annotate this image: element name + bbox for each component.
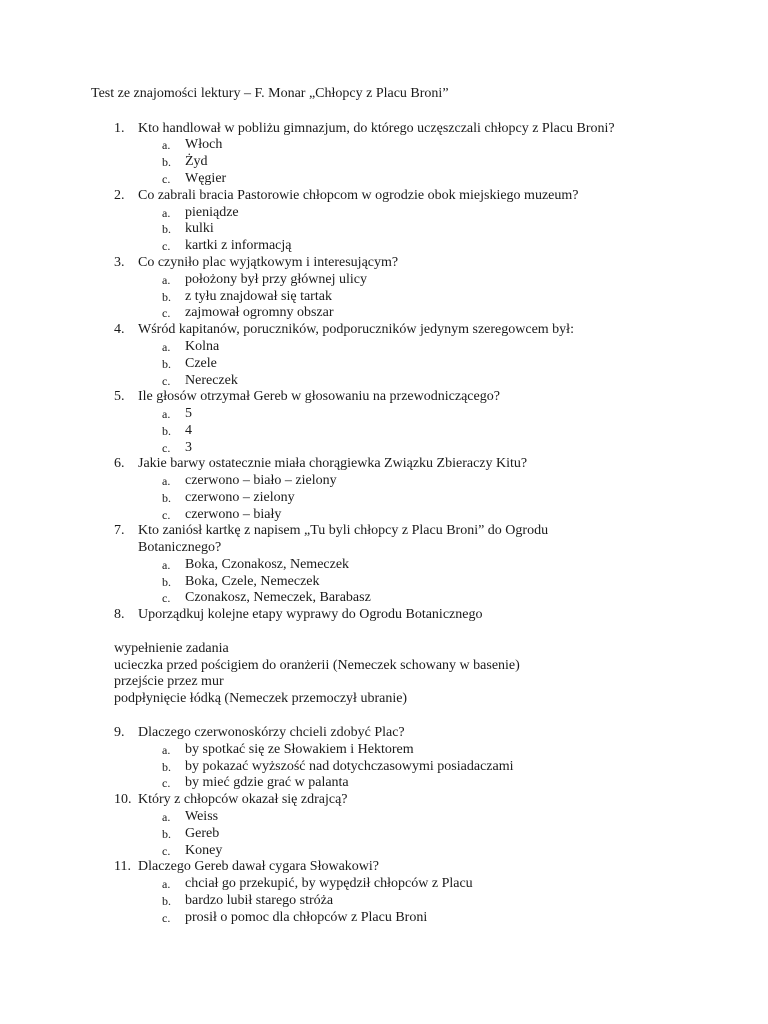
question-number: 3. — [114, 255, 125, 270]
question-text: Dlaczego Gereb dawał cygara Słowakowi? — [138, 859, 380, 874]
question-text: Kto zaniósł kartkę z napisem „Tu byli chłopcy z Placu Broni” do Ogrodu — [138, 523, 549, 538]
answer-letter: a. — [162, 558, 171, 572]
question-text: Co zabrali bracia Pastorowie chłopcom w ogrodzie obok miejskiego muzeum? — [138, 188, 579, 203]
answer-letter: b. — [162, 424, 171, 438]
answer-text: położony był przy głównej ulicy — [185, 272, 367, 287]
answer-letter: a. — [162, 407, 171, 421]
answer-letter: c. — [162, 844, 171, 858]
answer-letter: c. — [162, 441, 171, 455]
answer-text: zajmował ogromny obszar — [185, 305, 334, 320]
answer-letter: a. — [162, 877, 171, 891]
question-number: 11. — [114, 859, 131, 874]
answer-letter: b. — [162, 575, 171, 589]
answer-letter: a. — [162, 474, 171, 488]
answer-text: czerwono – biały — [185, 507, 282, 522]
answer-text: Boka, Czele, Nemeczek — [185, 574, 320, 589]
answer-letter: b. — [162, 491, 171, 505]
answer-text: bardzo lubił starego stróża — [185, 893, 334, 908]
answer-letter: a. — [162, 138, 171, 152]
question-number: 10. — [114, 792, 132, 807]
answer-letter: a. — [162, 340, 171, 354]
answer-letter: b. — [162, 222, 171, 236]
answer-text: by pokazać wyższość nad dotychczasowymi posiadaczami — [185, 759, 514, 774]
answer-text: Węgier — [185, 171, 227, 186]
answer-text: Boka, Czonakosz, Nemeczek — [185, 557, 350, 572]
question-number: 7. — [114, 523, 125, 538]
answer-text: Gereb — [185, 826, 220, 841]
answer-letter: c. — [162, 306, 171, 320]
question-text: Ile głosów otrzymał Gereb w głosowaniu na przewodniczącego? — [138, 389, 500, 404]
answer-letter: a. — [162, 743, 171, 757]
answer-text: Włoch — [185, 137, 223, 152]
answer-letter: b. — [162, 357, 171, 371]
answer-letter: b. — [162, 827, 171, 841]
question-text-continued: Botanicznego? — [138, 540, 222, 555]
answer-letter: c. — [162, 239, 171, 253]
question-number: 8. — [114, 607, 125, 622]
answer-letter: c. — [162, 374, 171, 388]
answer-letter: a. — [162, 810, 171, 824]
answer-text: chciał go przekupić, by wypędził chłopców z Placu — [185, 876, 473, 891]
answer-text: Kolna — [185, 339, 220, 354]
answer-text: 3 — [185, 440, 192, 455]
answer-text: 5 — [185, 406, 192, 421]
question-text: Wśród kapitanów, poruczników, podporuczników jedynym szeregowcem był: — [138, 322, 574, 337]
answer-text: kartki z informacją — [185, 238, 292, 253]
answer-text: Czele — [185, 356, 217, 371]
answer-text: prosił o pomoc dla chłopców z Placu Broni — [185, 910, 428, 925]
answer-letter: c. — [162, 172, 171, 186]
answer-text: czerwono – zielony — [185, 490, 295, 505]
question-number: 4. — [114, 322, 125, 337]
answer-letter: b. — [162, 290, 171, 304]
answer-text: pieniądze — [185, 205, 239, 220]
answer-text: by spotkać się ze Słowakiem i Hektorem — [185, 742, 414, 757]
question-text: Co czyniło plac wyjątkowym i interesującym? — [138, 255, 399, 270]
answer-letter: b. — [162, 760, 171, 774]
answer-letter: c. — [162, 776, 171, 790]
step-item: podpłynięcie łódką (Nemeczek przemoczył ubranie) — [114, 691, 408, 706]
question-number: 1. — [114, 121, 125, 136]
answer-letter: c. — [162, 508, 171, 522]
answer-letter: a. — [162, 273, 171, 287]
question-text: Jakie barwy ostatecznie miała chorągiewka Związku Zbieraczy Kitu? — [138, 456, 528, 471]
page-title: Test ze znajomości lektury – F. Monar „Chłopcy z Placu Broni” — [91, 86, 449, 101]
question-text: Który z chłopców okazał się zdrajcą? — [138, 792, 348, 807]
step-item: wypełnienie zadania — [114, 641, 229, 656]
answer-text: kulki — [185, 221, 214, 236]
answer-text: by mieć gdzie grać w palanta — [185, 775, 349, 790]
step-item: przejście przez mur — [114, 674, 224, 689]
answer-letter: c. — [162, 591, 171, 605]
question-number: 2. — [114, 188, 125, 203]
answer-text: 4 — [185, 423, 192, 438]
question-text: Uporządkuj kolejne etapy wyprawy do Ogrodu Botanicznego — [138, 607, 483, 622]
answer-text: z tyłu znajdował się tartak — [185, 289, 332, 304]
answer-text: Nereczek — [185, 373, 238, 388]
answer-text: Żyd — [185, 154, 208, 169]
answer-letter: b. — [162, 155, 171, 169]
answer-text: Weiss — [185, 809, 219, 824]
answer-text: Koney — [185, 843, 223, 858]
question-text: Dlaczego czerwonoskórzy chcieli zdobyć Plac? — [138, 725, 405, 740]
answer-text: czerwono – biało – zielony — [185, 473, 337, 488]
question-number: 5. — [114, 389, 125, 404]
answer-text: Czonakosz, Nemeczek, Barabasz — [185, 590, 371, 605]
question-text: Kto handlował w pobliżu gimnazjum, do którego uczęszczali chłopcy z Placu Broni? — [138, 121, 615, 136]
answer-letter: b. — [162, 894, 171, 908]
answer-letter: a. — [162, 206, 171, 220]
question-number: 6. — [114, 456, 125, 471]
answer-letter: c. — [162, 911, 171, 925]
step-item: ucieczka przed pościgiem do oranżerii (Nemeczek schowany w basenie) — [114, 658, 520, 673]
question-number: 9. — [114, 725, 125, 740]
